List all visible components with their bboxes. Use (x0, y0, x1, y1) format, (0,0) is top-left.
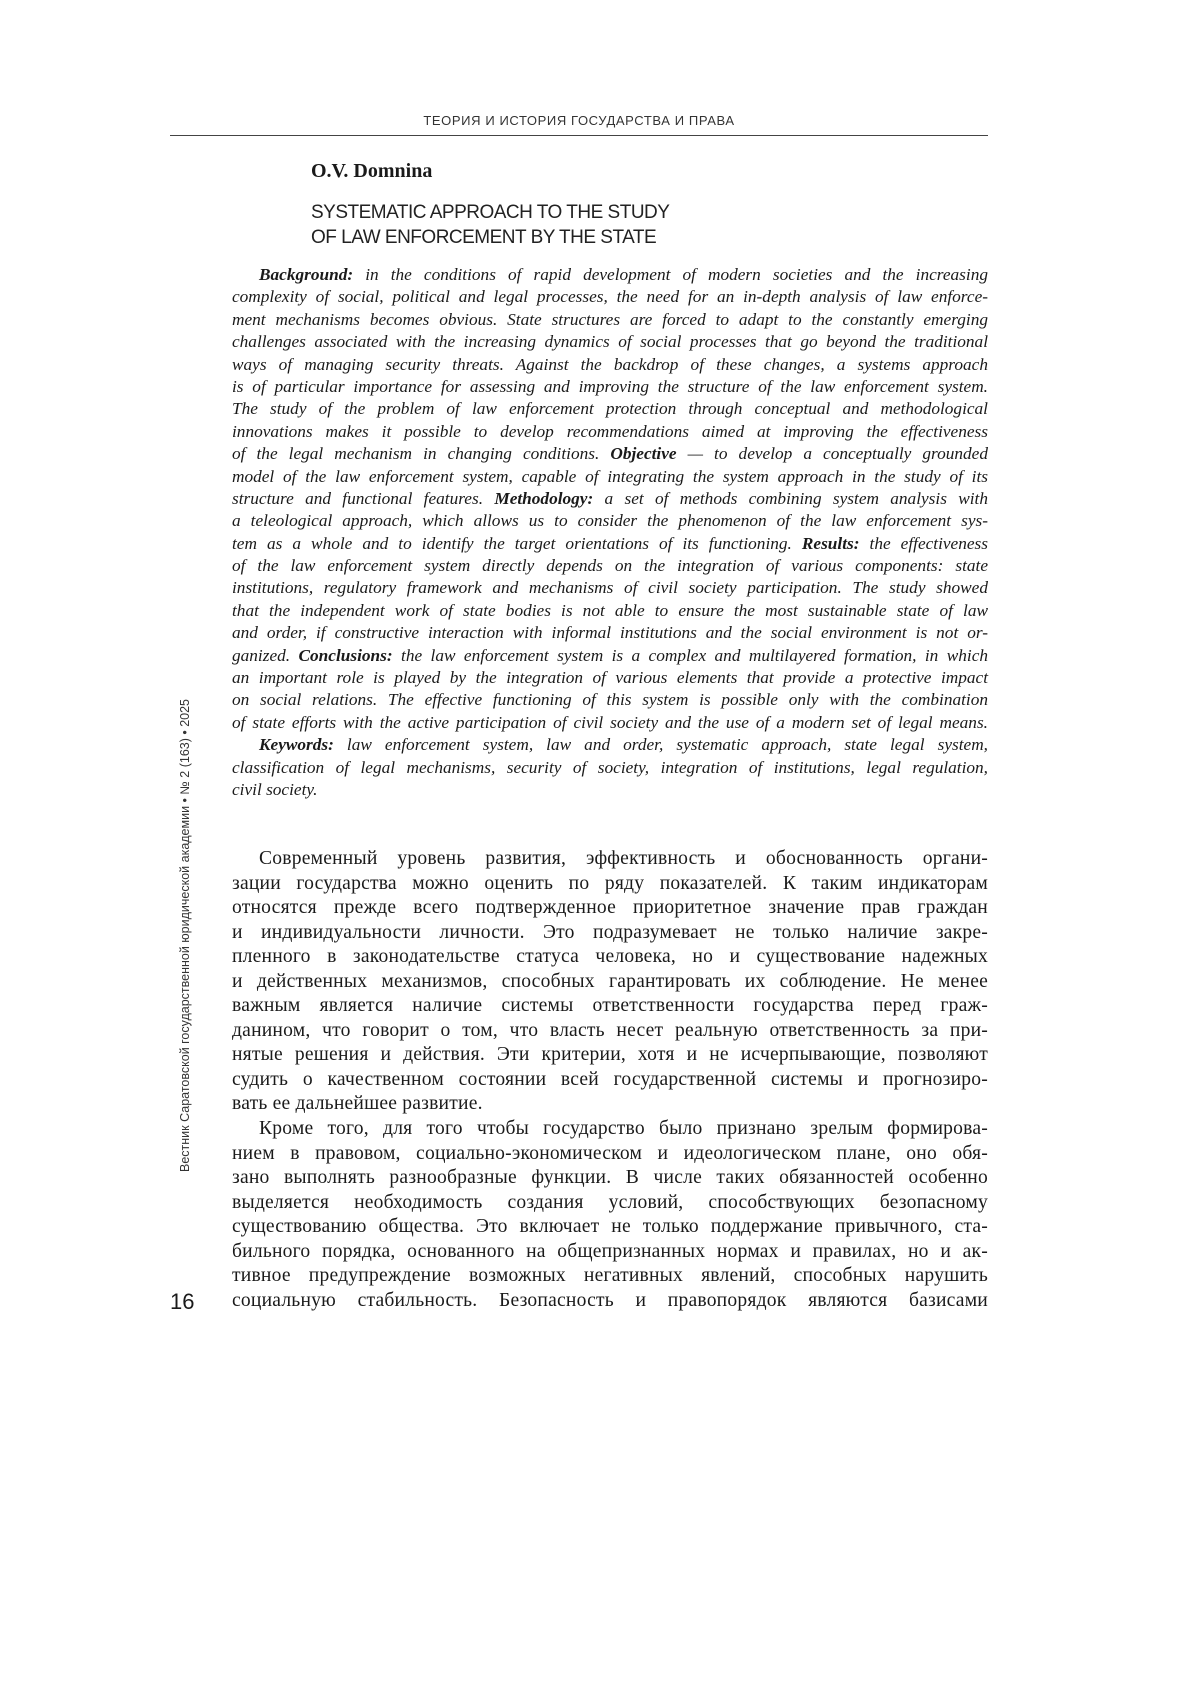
abstract-text: on social relations. The effective functioning of this system is possible only with the combination (232, 690, 988, 709)
abstract-line (232, 533, 988, 555)
abstract-text: ways of managing security threats. Against the backdrop of these changes, a systems approach (232, 355, 988, 374)
abstract-line (232, 398, 988, 420)
body-line: важным является наличие системы ответственности государства перед граж- (232, 994, 988, 1019)
abstract-line (232, 712, 988, 734)
body-line: относятся прежде всего подтвержденное приоритетное значение прав граждан (232, 896, 988, 921)
abstract-text: law enforcement system, law and order, systematic approach, state legal system, (334, 735, 988, 754)
body-line: существованию общества. Это включает не только поддержание привычного, ста- (232, 1215, 988, 1240)
body-line: нием в правовом, социально-экономическом и идеологическом плане, оно обя- (232, 1142, 988, 1167)
abstract-text: and order, if constructive interaction with informal institutions and the social environment is not or- (232, 623, 988, 642)
body-line: тивное предупреждение возможных негативных явлений, способных нарушить (232, 1264, 988, 1289)
body-line: пленного в законодательстве статуса человека, но и существование надежных (232, 945, 988, 970)
abstract-line (232, 600, 988, 622)
author-name: O.V. Domnina (311, 160, 432, 183)
page-number: 16 (170, 1289, 194, 1315)
abstract-text: — to develop a conceptually grounded (677, 444, 988, 463)
abstract-line (232, 577, 988, 599)
abstract-line (232, 331, 988, 353)
abstract-line (232, 376, 988, 398)
running-head: ТЕОРИЯ И ИСТОРИЯ ГОСУДАРСТВА И ПРАВА (170, 113, 988, 128)
abstract-section-label: Results: (802, 534, 860, 553)
abstract-line (232, 555, 988, 577)
body-line: нятые решения и действия. Эти критерии, хотя и не исчерпывающие, позволяют (232, 1043, 988, 1068)
abstract-text: classification of legal mechanisms, security of society, integration of institutions, legal regulation, (232, 758, 988, 777)
abstract-line (232, 286, 988, 308)
abstract-line (232, 689, 988, 711)
abstract-line (232, 667, 988, 689)
abstract-text: is of particular importance for assessing and improving the structure of the law enforcement system. (232, 377, 988, 396)
abstract-text: an important role is played by the integration of various elements that provide a protective impact (232, 668, 988, 687)
abstract-line (232, 354, 988, 376)
abstract-line (232, 734, 988, 756)
body-line: Кроме того, для того чтобы государство было признано зрелым формирова- (232, 1117, 988, 1142)
abstract-line (232, 309, 988, 331)
header-rule (170, 135, 988, 136)
abstract-text: a teleological approach, which allows us to consider the phenomenon of the law enforcement sys- (232, 511, 988, 530)
body-line: выделяется необходимость создания условий, способствующих безопасному (232, 1191, 988, 1216)
abstract-text: a set of methods combining system analysis with (593, 489, 988, 508)
body-line: и индивидуальности личности. Это подразумевает не только наличие закре- (232, 921, 988, 946)
abstract-text: The study of the problem of law enforcement protection through conceptual and methodological (232, 399, 988, 418)
abstract-text: civil society. (232, 780, 317, 799)
abstract-text: innovations makes it possible to develop recommendations aimed at improving the effectiveness (232, 422, 988, 441)
body-line: вать ее дальнейшее развитие. (232, 1092, 988, 1117)
abstract-line (232, 264, 988, 286)
abstract-section-label: Methodology: (494, 489, 593, 508)
abstract-text: that the independent work of state bodies is not able to ensure the most sustainable state of law (232, 601, 988, 620)
abstract-line (232, 488, 988, 510)
abstract-text: ment mechanisms becomes obvious. State structures are forced to adapt to the constantly emerging (232, 310, 988, 329)
abstract-text: of the law enforcement system directly depends on the integration of various components: state (232, 556, 988, 575)
abstract-section-label: Keywords: (259, 735, 334, 754)
abstract-line (232, 443, 988, 465)
article-title (311, 200, 669, 250)
abstract-text: tem as a whole and to identify the target orientations of its functioning. (232, 534, 802, 553)
abstract-line (232, 622, 988, 644)
abstract-text: ganized. (232, 646, 299, 665)
abstract-line (232, 645, 988, 667)
abstract-text: challenges associated with the increasing dynamics of social processes that go beyond the traditional (232, 332, 988, 351)
body-line: зано выполнять разнообразные функции. В числе таких обязанностей особенно (232, 1166, 988, 1191)
abstract-line (232, 510, 988, 532)
title-line: SYSTEMATIC APPROACH TO THE STUDY (311, 200, 669, 225)
abstract-section-label: Background: (259, 265, 353, 284)
body-text (232, 847, 988, 1313)
title-line: OF LAW ENFORCEMENT BY THE STATE (311, 225, 669, 250)
abstract-section-label: Objective (610, 444, 676, 463)
abstract-text: institutions, regulatory framework and mechanisms of civil society participation. The study showed (232, 578, 988, 597)
body-line: социальную стабильность. Безопасность и правопорядок являются базисами (232, 1289, 988, 1314)
body-line: судить о качественном состоянии всей государственной системы и прогнозиро- (232, 1068, 988, 1093)
abstract-text: the effectiveness (860, 534, 989, 553)
body-line: данином, что говорит о том, что власть несет реальную ответственность за при- (232, 1019, 988, 1044)
abstract-text: in the conditions of rapid development of modern societies and the increasing (353, 265, 988, 284)
body-line: Современный уровень развития, эффективность и обоснованность органи- (232, 847, 988, 872)
abstract-text: the law enforcement system is a complex and multilayered formation, in which (393, 646, 988, 665)
abstract-text: complexity of social, political and legal processes, the need for an in-depth analysis of law enforce- (232, 287, 988, 306)
abstract-line (232, 421, 988, 443)
abstract-line (232, 466, 988, 488)
journal-side-caption: Вестник Саратовской государственной юридической академии • № 2 (163) • 2025 (178, 699, 192, 1172)
body-line: и действенных механизмов, способных гарантировать их соблюдение. Не менее (232, 970, 988, 995)
abstract-text: of the legal mechanism in changing conditions. (232, 444, 610, 463)
body-line: бильного порядка, основанного на общепризнанных нормах и правилах, но и ак- (232, 1240, 988, 1265)
abstract-line (232, 757, 988, 779)
abstract-section-label: Conclusions: (299, 646, 393, 665)
abstract-line (232, 779, 988, 801)
abstract-text: structure and functional features. (232, 489, 494, 508)
abstract (232, 264, 988, 801)
abstract-text: model of the law enforcement system, capable of integrating the system approach in the study of its (232, 467, 988, 486)
body-line: зации государства можно оценить по ряду показателей. К таким индикаторам (232, 872, 988, 897)
abstract-text: of state efforts with the active participation of civil society and the use of a modern set of legal means. (232, 713, 988, 732)
